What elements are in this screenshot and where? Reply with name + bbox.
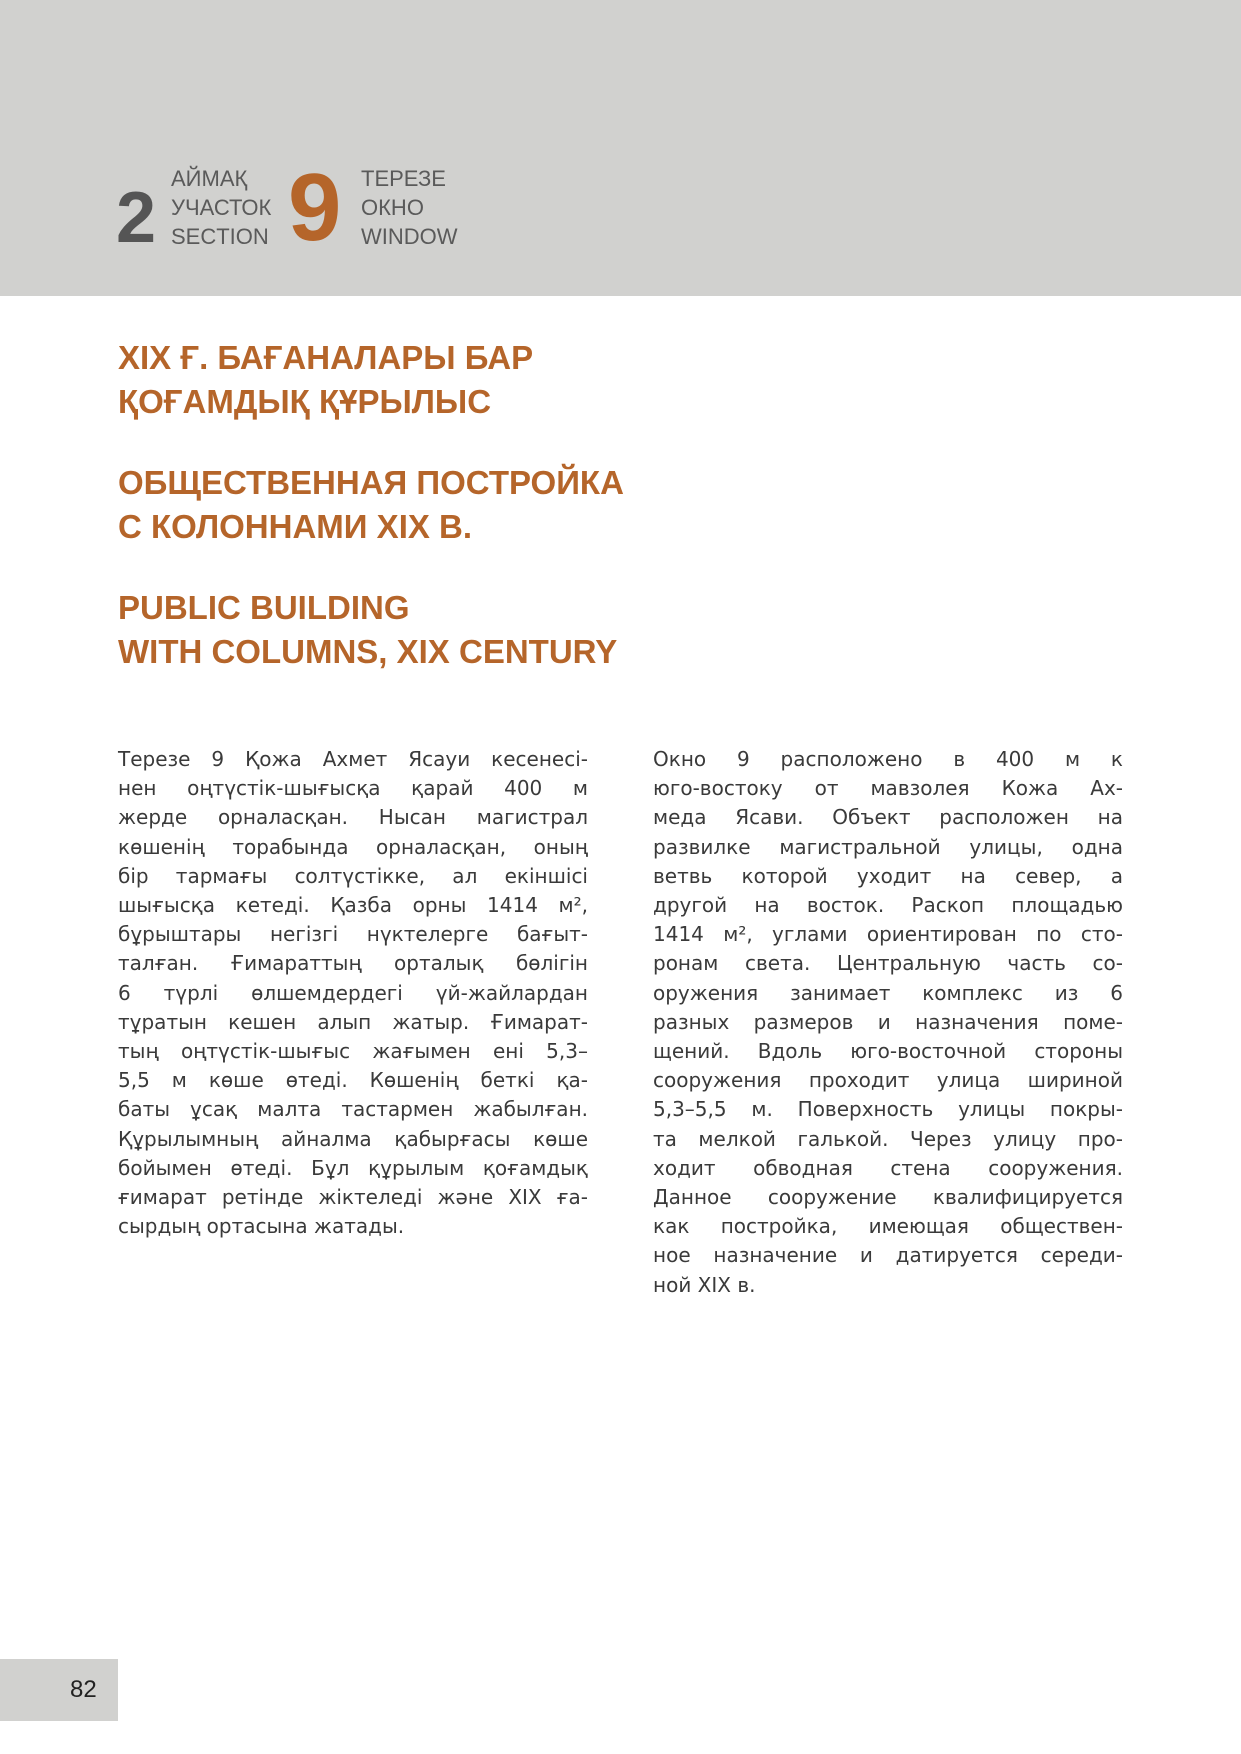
body-line: Данное сооружение квалифицируется [653,1185,1123,1210]
section-label-russian: УЧАСТОК [171,195,272,220]
body-line: сооружения проходит улица шириной [653,1068,1123,1093]
title-line: PUBLIC BUILDING [118,589,410,626]
body-line: 1414 м², углами ориентирован по сто- [653,922,1123,947]
body-line: 5,5 м көше өтеді. Көшенің беткі қа- [118,1068,588,1093]
body-line: Окно 9 расположено в 400 м к [653,747,1123,771]
body-line: ной XIX в. [653,1272,756,1297]
section-label-english: SECTION [171,224,269,249]
body-line: 6 түрлі өлшемдердегі үй-жайлардан [118,980,588,1005]
section-label-kazakh: АЙМАҚ [171,166,248,191]
title-line: ҚОҒАМДЫҚ ҚҰРЫЛЫС [118,383,492,420]
title-russian [118,461,878,549]
titles [118,336,878,711]
window-number: 9 [288,154,342,261]
window-label-kazakh: ТЕРЕЗЕ [361,166,446,191]
body-line: та мелкой галькой. Через улицу про- [653,1126,1123,1151]
title-english [118,586,878,674]
body-line: тұратын кешен алып жатыр. Ғимарат- [118,1009,588,1034]
body-line: баты ұсақ малта тастармен жабылған. [118,1097,588,1122]
body-line: ветвь которой уходит на север, а [653,863,1123,888]
body-line: 5,3–5,5 м. Поверхность улицы покры- [653,1097,1123,1122]
body-line: талған. Ғимараттың орталық бөлігін [118,951,588,976]
body-line: оружения занимает комплекс из 6 [653,980,1123,1005]
body-line: сырдың ортасына жатады. [118,1214,405,1239]
title-line: XIX Ғ. БАҒАНАЛАРЫ БАР [118,339,534,376]
body-line: ғимарат ретінде жіктеледі және XIX ға- [118,1185,588,1210]
title-line: С КОЛОННАМИ XIX В. [118,508,473,545]
body-line: бір тармағы солтүстікке, ал екіншісі [118,863,588,888]
title-kazakh [118,336,878,424]
body-line: юго-востоку от мавзолея Кожа Ах- [653,776,1123,801]
body-line: көшенің торабында орналасқан, оның [118,834,588,859]
body-line: Терезе 9 Қожа Ахмет Ясауи кесенесі- [118,747,588,771]
body-line: тың оңтүстік-шығыс жағымен ені 5,3– [118,1039,588,1064]
window-label-english: WINDOW [361,224,458,249]
body-line: разных размеров и назначения поме- [653,1009,1123,1034]
body-line: нен оңтүстік-шығысқа қарай 400 м [118,776,588,801]
window-label-russian: ОКНО [361,195,424,220]
body-line: ронам света. Центральную часть со- [653,951,1123,976]
body-line: бойымен өтеді. Бұл құрылым қоғамдық [118,1155,588,1180]
body-text-kazakh [118,745,588,1241]
page-number: 82 [70,1676,97,1703]
body-line: шығысқа кетеді. Қазба орны 1414 м², [118,893,588,918]
title-line: ОБЩЕСТВЕННАЯ ПОСТРОЙКА [118,464,624,501]
body-text-russian [653,745,1123,1300]
body-line: меда Ясави. Объект расположен на [653,805,1123,830]
body-line: ное назначение и датируется середи- [653,1243,1123,1268]
body-line: Құрылымның айналма қабырғасы көше [118,1126,588,1151]
section-labels [171,164,271,251]
title-line: WITH COLUMNS, XIX CENTURY [118,633,618,670]
body-line: другой на восток. Раскоп площадью [653,893,1123,918]
header-band [0,0,1241,296]
window-labels [361,164,458,251]
section-number: 2 [116,178,157,258]
body-line: развилке магистральной улицы, одна [653,834,1123,859]
body-line: как постройка, имеющая обществен- [653,1214,1123,1239]
body-line: щений. Вдоль юго-восточной стороны [653,1039,1123,1064]
body-line: бұрыштары негізгі нүктелерге бағыт- [118,922,588,947]
body-line: ходит обводная стена сооружения. [653,1155,1123,1180]
body-line: жерде орналасқан. Нысан магистрал [118,805,588,830]
